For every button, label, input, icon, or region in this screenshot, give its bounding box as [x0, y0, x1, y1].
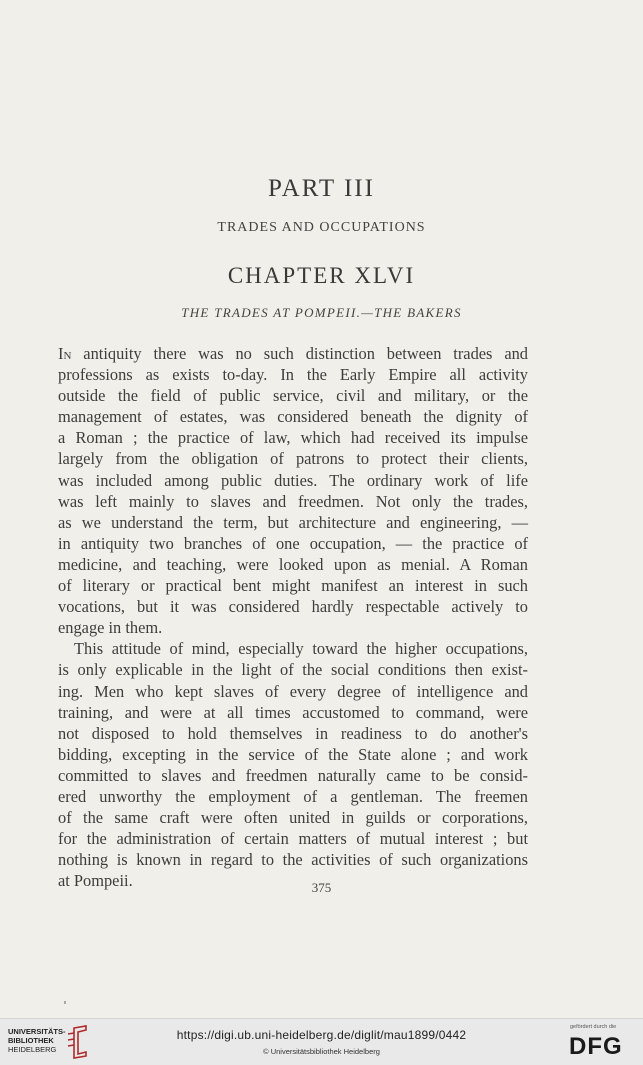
chapter-subtitle: THE TRADES AT POMPEII.—THE BAKERS	[181, 305, 462, 320]
text-line: outside the field of public service, civil and military, or the	[58, 386, 528, 406]
text-line: of literary or practical bent might manifest an interest in such	[58, 576, 528, 596]
funding-note: gefördert durch die	[570, 1024, 617, 1030]
paragraph-2	[58, 638, 528, 891]
text-line: management of estates, was considered beneath the dignity of	[58, 407, 528, 427]
text-line: is only explicable in the light of the social conditions then exist-	[58, 660, 528, 680]
part-title: PART III	[268, 175, 375, 202]
document-url-link[interactable]: https://digi.ub.uni-heidelberg.de/diglit/mau1899/0442	[176, 1028, 467, 1042]
library-name-line2: BIBLIOTHEK	[8, 1036, 54, 1045]
part-subtitle: TRADES AND OCCUPATIONS	[217, 220, 426, 235]
chapter-title: CHAPTER XLVI	[227, 263, 416, 288]
page-number: 375	[311, 880, 332, 895]
text-line: as we understand the term, but architecture and engineering, —	[58, 512, 528, 532]
text-line: training, and were at all times accustomed to command, were	[58, 702, 528, 722]
library-name-line1: UNIVERSITÄTS-	[8, 1027, 66, 1036]
text-line: medicine, and teaching, were looked upon as menial. A Roman	[58, 554, 528, 574]
body-text	[58, 343, 528, 891]
text-line: This attitude of mind, especially toward the higher occupations,	[74, 639, 528, 659]
text-line: for the administration of certain matters of mutual interest ; but	[58, 829, 528, 849]
dfg-logo: DFG	[569, 1033, 623, 1060]
library-name-line3: HEIDELBERG	[8, 1045, 57, 1054]
text-line: engage in them.	[58, 618, 163, 638]
text-line: in antiquity two branches of one occupation, — the practice of	[58, 533, 528, 553]
paragraph-1	[58, 343, 528, 638]
text-line: ing. Men who kept slaves of every degree of intelligence and	[58, 681, 528, 701]
text-line: committed to slaves and freedmen naturally came to be consid-	[58, 765, 528, 785]
text-line: bidding, excepting in the service of the State alone ; and work	[58, 744, 528, 764]
text-line: was left mainly to slaves and freedmen. Not only the trades,	[58, 491, 528, 511]
copyright-notice: © Universitätsbibliothek Heidelberg	[263, 1047, 380, 1056]
text-line: largely from the obligation of patrons to protect their clients,	[58, 449, 528, 469]
text-line: nothing is known in regard to the activities of such organizations	[58, 850, 528, 870]
text-line: In antiquity there was no such distinction between trades and	[58, 344, 528, 363]
text-line: of the same craft were often united in guilds or corporations,	[58, 808, 528, 828]
text-line: a Roman ; the practice of law, which had received its impulse	[58, 428, 528, 448]
text-line: vocations, but it was considered hardly respectable actively to	[58, 597, 528, 617]
text-line: not disposed to hold themselves in readiness to do another's	[58, 723, 528, 743]
text-line: at Pompeii.	[58, 871, 133, 891]
text-line: professions as exists to-day. In the Early Empire all activity	[58, 365, 528, 385]
speck-mark	[64, 1001, 66, 1004]
text-line: ered unworthy the employment of a gentleman. The freemen	[58, 786, 528, 806]
text-line: was included among public duties. The ordinary work of life	[58, 470, 528, 490]
